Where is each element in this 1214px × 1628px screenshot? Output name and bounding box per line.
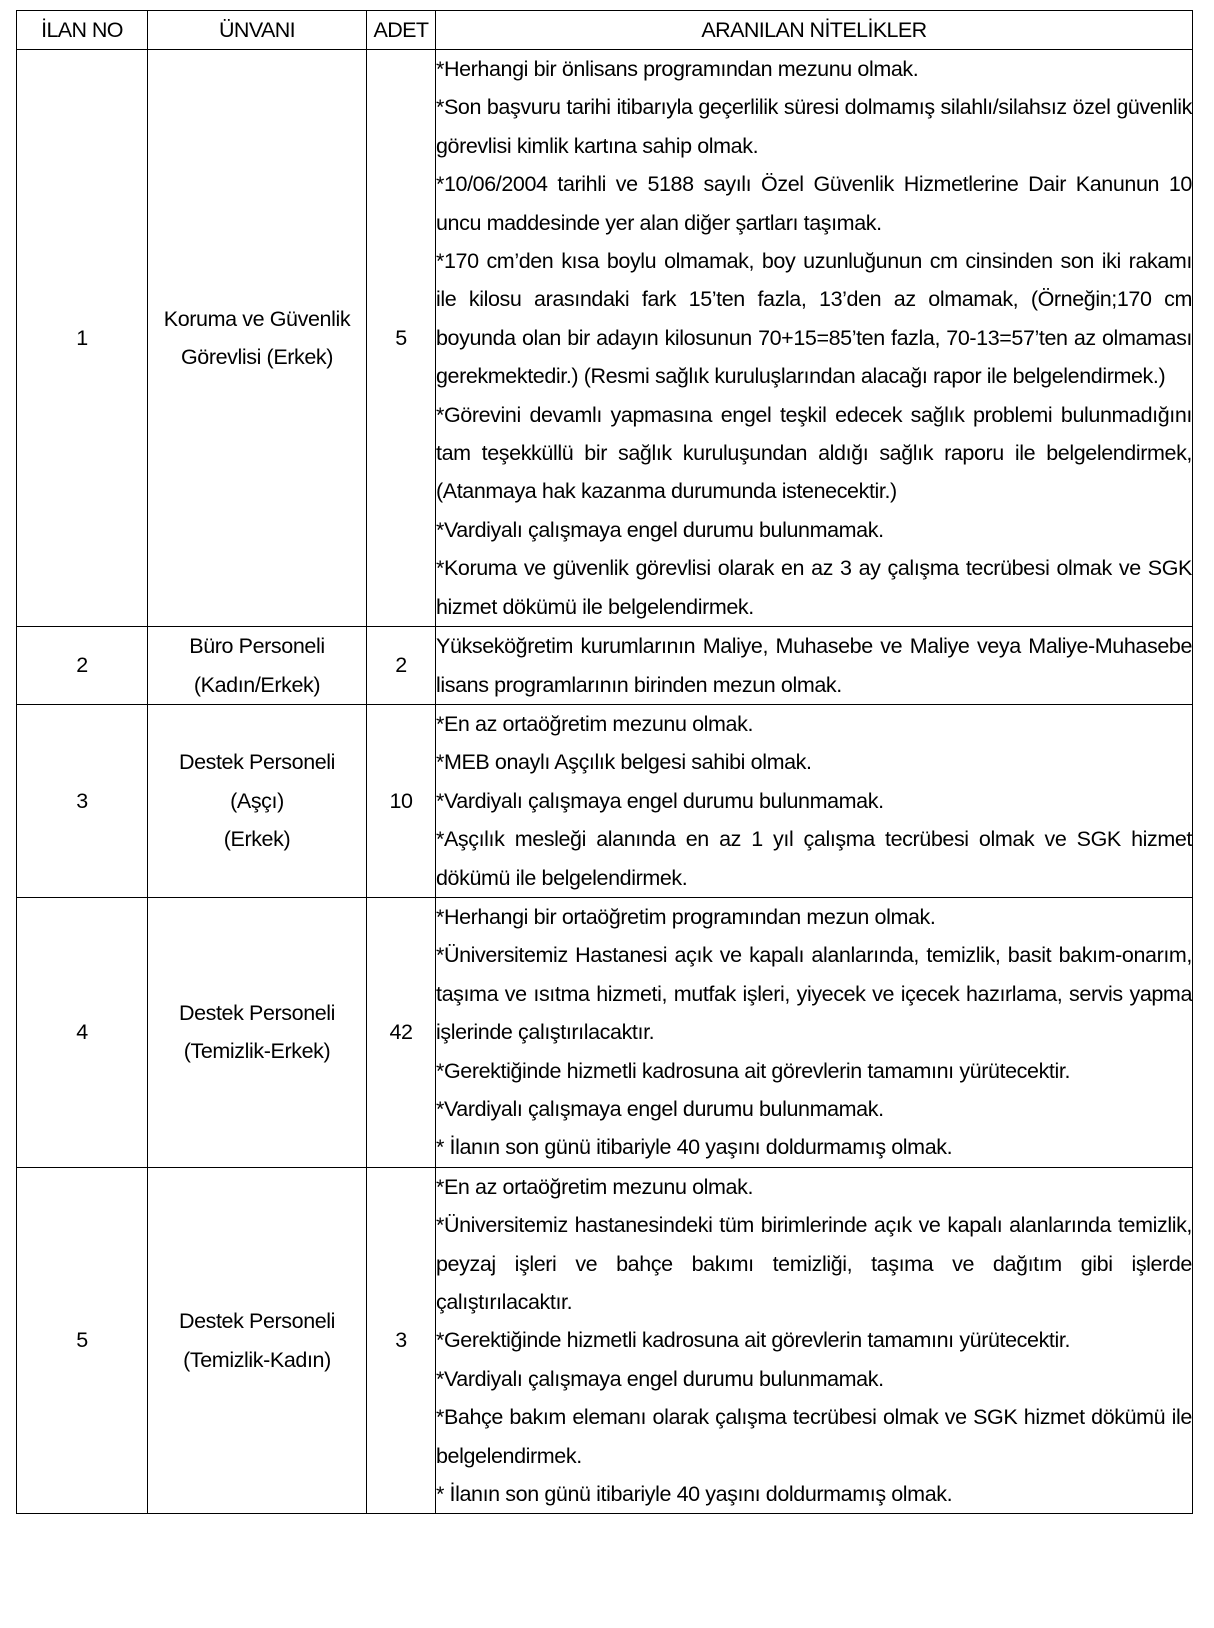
requirement-item: *Koruma ve güvenlik görevlisi olarak en az 3 ay çalışma tecrübesi olmak ve SGK hizmet dökümü ile belgelendirmek. [436,556,1192,619]
unvan-cell [148,897,367,1167]
requirement-item: *Bahçe bakım elemanı olarak çalışma tecrübesi olmak ve SGK hizmet dökümü ile belgelendirmek. [436,1405,1192,1468]
unvan-cell [148,1167,367,1514]
unvan-line: (Kadın/Erkek) [193,672,321,697]
requirement-item: Yükseköğretim kurumlarının Maliye, Muhasebe ve Maliye veya Maliye-Muhasebe lisans programlarının birinden mezun olmak. [436,634,1192,697]
header-adet: ADET [367,11,436,50]
requirement-item: *Vardiyalı çalışmaya engel durumu bulunmamak. [436,1096,884,1121]
unvan-line: Destek Personeli [178,1000,336,1025]
table-row [17,50,1193,627]
ilan-no-cell: 5 [17,1167,148,1514]
adet-cell: 2 [367,627,436,705]
adet-cell: 3 [367,1167,436,1514]
requirement-item: *Herhangi bir ortaöğretim programından mezun olmak. [436,904,936,929]
header-ilan-no: İLAN NO [17,11,148,50]
header-aranilan-nitelikler: ARANILAN NİTELİKLER [436,11,1193,50]
requirements-cell [436,1167,1193,1514]
table-row [17,1167,1193,1514]
table-row [17,897,1193,1167]
unvan-line: (Temizlik-Kadın) [183,1347,331,1372]
unvan-cell [148,704,367,897]
header-unvani: ÜNVANI [148,11,367,50]
requirement-item: *En az ortaöğretim mezunu olmak. [436,1174,754,1199]
adet-cell: 10 [367,704,436,897]
unvan-line: Görevlisi (Erkek) [180,345,334,370]
requirement-item: * İlanın son günü itibariyle 40 yaşını doldurmamış olmak. [436,1135,953,1160]
unvan-line: Destek Personeli [178,1309,336,1334]
requirements-cell [436,897,1193,1167]
unvan-line: (Aşçı) [230,788,284,813]
requirements-cell [436,704,1193,897]
requirement-item: *Vardiyalı çalışmaya engel durumu bulunmamak. [436,788,884,813]
ilan-no-cell: 2 [17,627,148,705]
requirement-item: *MEB onaylı Aşçılık belgesi sahibi olmak. [436,750,812,775]
unvan-line: (Temizlik-Erkek) [183,1039,331,1064]
requirement-item: *Vardiyalı çalışmaya engel durumu bulunmamak. [436,1366,884,1391]
unvan-line: Destek Personeli [178,750,336,775]
document-page [16,10,1192,1514]
requirement-item: * İlanın son günü itibariyle 40 yaşını doldurmamış olmak. [436,1482,953,1507]
unvan-cell [148,627,367,705]
unvan-line: Koruma ve Güvenlik [163,306,351,331]
requirement-item: *Son başvuru tarihi itibarıyla geçerlilik süresi dolmamış silahlı/silahsız özel güvenlik görevlisi kimlik kartına sahip olmak. [436,95,1192,158]
ilan-no-cell: 4 [17,897,148,1167]
requirement-item: *Aşçılık mesleği alanında en az 1 yıl çalışma tecrübesi olmak ve SGK hizmet dökümü ile belgelendirmek. [436,827,1192,890]
table-header-row [17,11,1193,50]
unvan-line: Büro Personeli [189,634,325,659]
requirement-item: *170 cm’den kısa boylu olmamak, boy uzunluğunun cm cinsinden son iki rakamı ile kilosu arasındaki fark 15’ten fazla, 13’den az olmamak, (Örneğin;170 cm boyunda olan bir adayın kilosunun 70+15=85’ten fazla, 70-13=57’ten az olmaması gerekmektedir.) (Resmi sağlık kuruluşlarından alacağı rapor ile belgelendirmek.) [436,249,1192,389]
unvan-line: (Erkek) [223,827,291,852]
requirement-item: *Gerektiğinde hizmetli kadrosuna ait görevlerin tamamını yürütecektir. [436,1058,1071,1083]
requirement-item: *10/06/2004 tarihli ve 5188 sayılı Özel Güvenlik Hizmetlerine Dair Kanunun 10 uncu maddesinde yer alan diğer şartları taşımak. [436,172,1192,235]
requirement-item: *Üniversitemiz Hastanesi açık ve kapalı alanlarında, temizlik, basit bakım-onarım, taşıma ve ısıtma hizmeti, mutfak işleri, yiyecek ve içecek hazırlama, servis yapma işlerinde çalıştırılacaktır. [436,943,1192,1045]
table-row [17,627,1193,705]
job-postings-table [16,10,1193,1514]
requirement-item: *Üniversitemiz hastanesindeki tüm birimlerinde açık ve kapalı alanlarında temizlik, peyzaj işleri ve bahçe bakımı temizliği, taşıma ve dağıtım gibi işlerde çalıştırılacaktır. [436,1213,1192,1314]
table-row [17,704,1193,897]
adet-cell: 5 [367,50,436,627]
unvan-cell [148,50,367,627]
requirement-item: *En az ortaöğretim mezunu olmak. [436,711,754,736]
requirement-item: *Herhangi bir önlisans programından mezunu olmak. [436,57,919,81]
ilan-no-cell: 3 [17,704,148,897]
adet-cell: 42 [367,897,436,1167]
ilan-no-cell: 1 [17,50,148,627]
requirements-cell [436,627,1193,705]
requirement-item: *Gerektiğinde hizmetli kadrosuna ait görevlerin tamamını yürütecektir. [436,1328,1071,1353]
requirement-item: *Görevini devamlı yapmasına engel teşkil edecek sağlık problemi bulunmadığını tam teşekküllü bir sağlık kuruluşundan aldığı sağlık raporu ile belgelendirmek, (Atanmaya hak kazanma durumunda istenecektir.) [436,402,1192,504]
requirements-cell [436,50,1193,627]
requirement-item: *Vardiyalı çalışmaya engel durumu bulunmamak. [436,517,884,542]
